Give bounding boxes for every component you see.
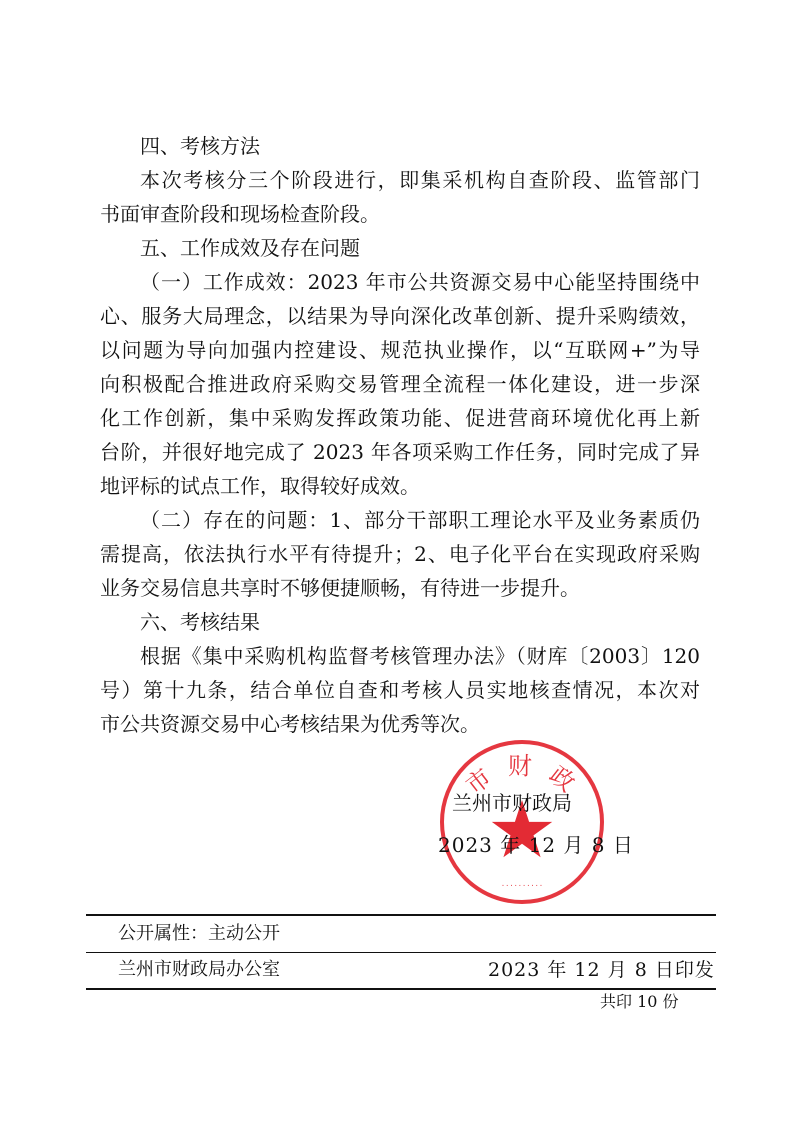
paragraph-line: 向积极配合推进政府采购交易管理全流程一体化建设，进一步深 [100, 372, 700, 396]
paragraph-line: 以问题为导向加强内控建设、规范执业操作，以“互联网+”为导 [100, 338, 700, 362]
paragraph-line: （二）存在的问题：1、部分干部职工理论水平及业务素质仍 [140, 508, 700, 532]
signature-date: 2023 年 12 月 8 日 [438, 833, 634, 857]
paragraph-line: 业务交易信息共享时不够便捷顺畅，有待进一步提升。 [100, 576, 580, 600]
paragraph-line: 市公共资源交易中心考核结果为优秀等次。 [100, 712, 480, 736]
svg-text:··········: ·········· [500, 882, 544, 890]
svg-text:市 财 政: 市 财 政 [460, 752, 584, 800]
paragraph-line: （一）工作成效：2023 年市公共资源交易中心能坚持围绕中 [140, 270, 700, 294]
paragraph-line: 化工作创新，集中采购发挥政策功能、促进营商环境优化再上新 [100, 406, 700, 430]
paragraph-line: 书面审查阶段和现场检查阶段。 [100, 202, 380, 226]
section-heading: 六、考核结果 [140, 610, 260, 634]
section-heading: 四、考核方法 [140, 134, 260, 158]
paragraph-line: 地评标的试点工作，取得较好成效。 [100, 474, 420, 498]
divider [86, 914, 716, 916]
section-heading: 五、工作成效及存在问题 [140, 236, 360, 260]
copy-count: 共印 10 份 [600, 992, 679, 1011]
issue-date: 2023 年 12 月 8 日印发 [488, 959, 715, 981]
issuer-signature: 兰州市财政局 [452, 791, 572, 815]
official-seal [438, 738, 606, 906]
paragraph-line: 需提高，依法执行水平有待提升；2、电子化平台在实现政府采购 [100, 542, 700, 566]
paragraph-line: 心、服务大局理念，以结果为导向深化改革创新、提升采购绩效， [100, 304, 700, 328]
paragraph-line: 根据《集中采购机构监督考核管理办法》（财库〔2003〕120 [140, 644, 700, 668]
paragraph-line: 号）第十九条，结合单位自查和考核人员实地核查情况，本次对 [100, 678, 700, 702]
paragraph-line: 本次考核分三个阶段进行，即集采机构自查阶段、监管部门 [140, 168, 700, 192]
issuing-office: 兰州市财政局办公室 [118, 959, 280, 980]
divider [86, 952, 716, 953]
paragraph-line: 台阶，并很好地完成了 2023 年各项采购工作任务，同时完成了异 [100, 440, 700, 464]
disclosure-attribute: 公开属性：主动公开 [118, 923, 280, 944]
